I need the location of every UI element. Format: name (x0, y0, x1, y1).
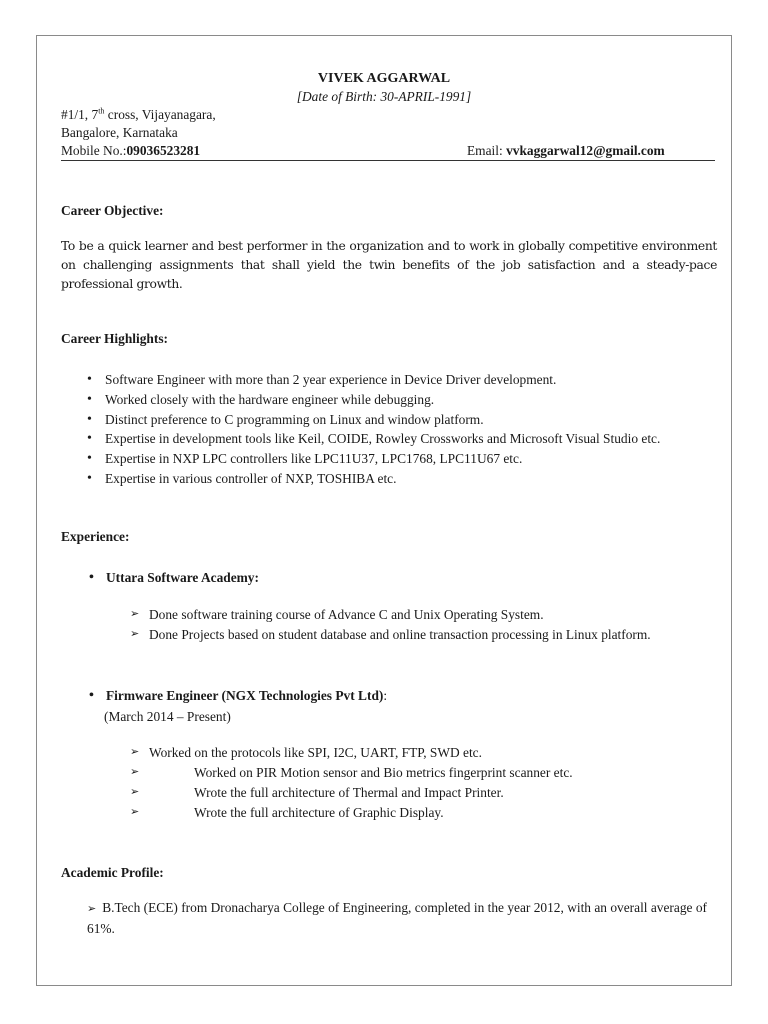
address-line-1 (61, 106, 216, 123)
list-item: • Expertise in development tools like Keil, COIDE, Rowley Crossworks and Microsoft Visual Studio etc. (37, 429, 717, 449)
list-item: • Expertise in various controller of NXP, TOSHIBA etc. (37, 469, 717, 489)
list-item: • Software Engineer with more than 2 year experience in Device Driver development. (37, 370, 717, 390)
list-item: • Expertise in NXP LPC controllers like LPC11U37, LPC1768, LPC11U67 etc. (37, 449, 717, 469)
academic-profile-heading: Academic Profile: (61, 865, 164, 880)
ngx-title-suffix: : (383, 688, 388, 703)
list-item: ➢ Done software training course of Advance C and Unix Operating System. (149, 605, 709, 625)
address-line-2: Bangalore, Karnataka (61, 125, 178, 140)
list-item: ➢ Done Projects based on student database and online transaction processing in Linux platform. (149, 625, 709, 645)
ngx-details-list (149, 743, 729, 823)
list-item: • Distinct preference to C programming on Linux and window platform. (37, 410, 717, 430)
candidate-name: VIVEK AGGARWAL (317, 71, 451, 86)
ngx-title: Firmware Engineer (NGX Technologies Pvt Ltd) (106, 688, 384, 703)
email-line (467, 142, 665, 159)
address-superscript: th (98, 106, 105, 116)
header-divider (61, 160, 715, 161)
academic-text: B.Tech (ECE) from Dronacharya College of Engineering, completed in the year 2012, with an overall average of 61%. (87, 900, 707, 936)
resume-page (36, 35, 732, 986)
experience-org-ngx (106, 687, 387, 704)
address-prefix: #1/1, 7 (61, 107, 99, 122)
career-objective-heading: Career Objective: (61, 203, 164, 218)
mobile-label: Mobile No.: (61, 143, 127, 158)
mobile-line (61, 142, 200, 159)
ngx-dates: (March 2014 – Present) (104, 709, 231, 724)
list-item: ➢ Worked on PIR Motion sensor and Bio metrics fingerprint scanner etc. (149, 763, 729, 783)
career-highlights-heading: Career Highlights: (61, 331, 168, 346)
career-highlights-list (37, 370, 717, 489)
career-objective-text: To be a quick learner and best performer in the organization and to work in globally competitive environment on challenging assignments that shall yield the twin benefits of the job satisfaction and a steady-pace professional growth. (61, 239, 717, 291)
email-address: vvkaggarwal12@gmail.com (506, 143, 665, 158)
list-item: • Worked closely with the hardware engineer while debugging. (37, 390, 717, 410)
list-item: ➢ Worked on the protocols like SPI, I2C, UART, FTP, SWD etc. (149, 743, 729, 763)
list-item: ➢ Wrote the full architecture of Graphic Display. (149, 803, 729, 823)
address-suffix: cross, Vijayanagara, (104, 107, 216, 122)
list-item: ➢ Wrote the full architecture of Thermal and Impact Printer. (149, 783, 729, 803)
experience-heading: Experience: (61, 529, 130, 544)
mobile-number: 09036523281 (126, 143, 201, 158)
experience-org-uttara: • Uttara Software Academy: (106, 569, 259, 586)
email-label: Email: (467, 143, 507, 158)
uttara-details-list (149, 605, 709, 645)
date-of-birth: [Date of Birth: 30-APRIL-1991] (296, 89, 472, 104)
academic-profile-text (87, 898, 717, 939)
